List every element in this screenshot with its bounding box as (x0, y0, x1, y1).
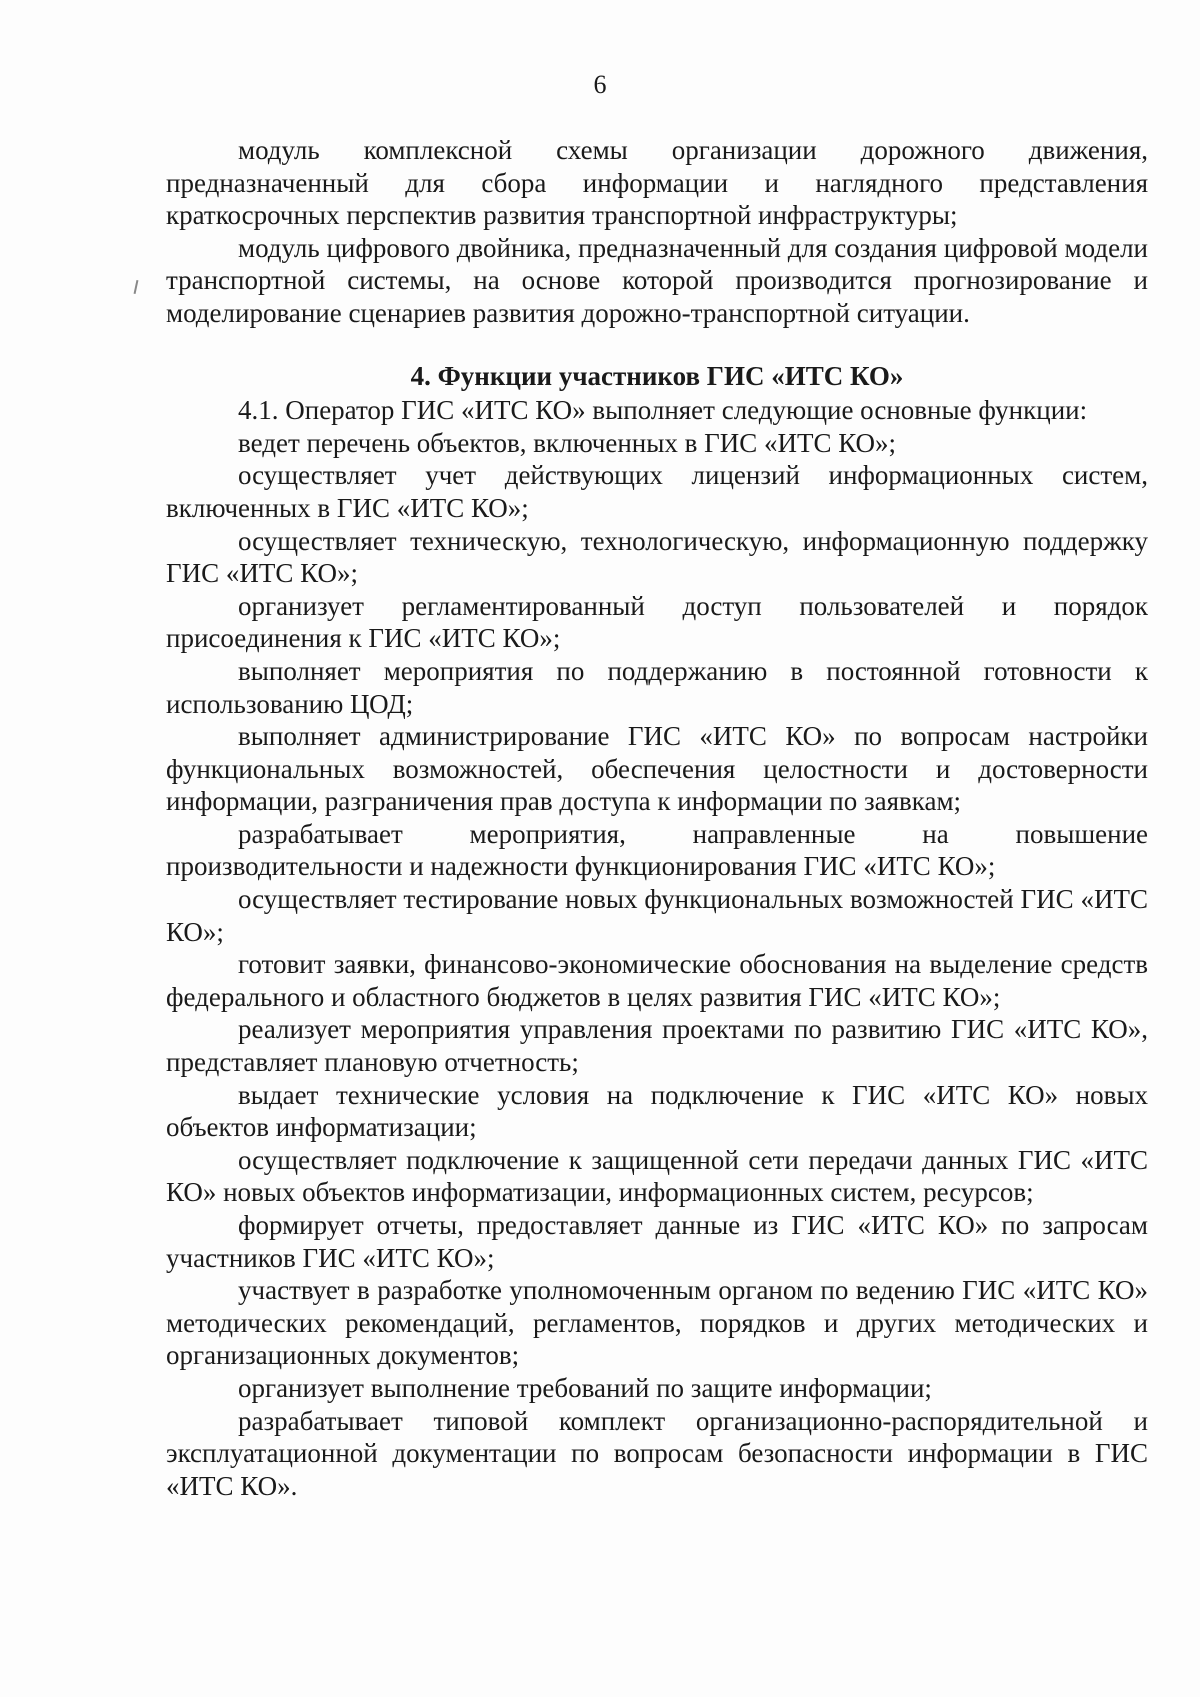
list-item: ведет перечень объектов, включенных в ГИС «ИТС КО»; (238, 427, 897, 458)
list-item: осуществляет подключение к защищенной сети передачи данных ГИС «ИТС КО» новых объектов информатизации, информационных систем, ресурсов; (166, 1144, 1148, 1208)
page-number: 6 (593, 70, 607, 99)
list-item: участвует в разработке уполномоченным органом по ведению ГИС «ИТС КО» методических рекомендаций, регламентов, порядков и других методических и организационных документов; (166, 1275, 1148, 1371)
list-item: реализует мероприятия управления проектами по развитию ГИС «ИТС КО», представляет плановую отчетность; (166, 1014, 1148, 1078)
list-item: осуществляет техническую, технологическую, информационную поддержку ГИС «ИТС КО»; (166, 525, 1148, 589)
list-item: выдает технические условия на подключение к ГИС «ИТС КО» новых объектов информатизации; (166, 1079, 1148, 1143)
section-heading: 4. Функции участников ГИС «ИТС КО» (410, 360, 904, 391)
list-item: осуществляет тестирование новых функциональных возможностей ГИС «ИТС КО»; (166, 884, 1148, 947)
paragraph: 4.1. Оператор ГИС «ИТС КО» выполняет следующие основные функции: (238, 395, 1088, 426)
paragraph: модуль цифрового двойника, предназначенный для создания цифровой модели транспортной системы, на основе которой производится прогнозирование и моделирование сценариев развития дорожно-транспортной ситуации. (166, 232, 1148, 328)
scan-mark (134, 280, 139, 294)
list-item: разрабатывает типовой комплект организационно-распорядительной и эксплуатационной документации по вопросам безопасности информации в ГИС «ИТС КО». (166, 1405, 1148, 1501)
list-item: готовит заявки, финансово-экономические обоснования на выделение средств федерального и областного бюджетов в целях развития ГИС «ИТС КО»; (166, 949, 1148, 1012)
list-item: формирует отчеты, предоставляет данные из ГИС «ИТС КО» по запросам участников ГИС «ИТС КО»; (166, 1210, 1148, 1273)
list-item: организует регламентированный доступ пользователей и порядок присоединения к ГИС «ИТС КО»; (166, 590, 1148, 654)
document-body (166, 134, 1148, 1502)
list-item: организует выполнение требований по защите информации; (238, 1372, 932, 1403)
list-item: осуществляет учет действующих лицензий информационных систем, включенных в ГИС «ИТС КО»; (166, 460, 1148, 523)
list-item: разрабатывает мероприятия, направленные на повышение производительности и надежности функционирования ГИС «ИТС КО»; (166, 818, 1148, 882)
paragraph: модуль комплексной схемы организации дорожного движения, предназначенный для сбора информации и наглядного представления краткосрочных перспектив развития транспортной инфраструктуры; (166, 135, 1148, 231)
list-item: выполняет мероприятия по поддержанию в постоянной готовности к использованию ЦОД; (166, 655, 1148, 719)
list-item: выполняет администрирование ГИС «ИТС КО» по вопросам настройки функциональных возможностей, обеспечения целостности и достоверности информации, разграничения прав доступа к информации по заявкам; (166, 721, 1148, 817)
